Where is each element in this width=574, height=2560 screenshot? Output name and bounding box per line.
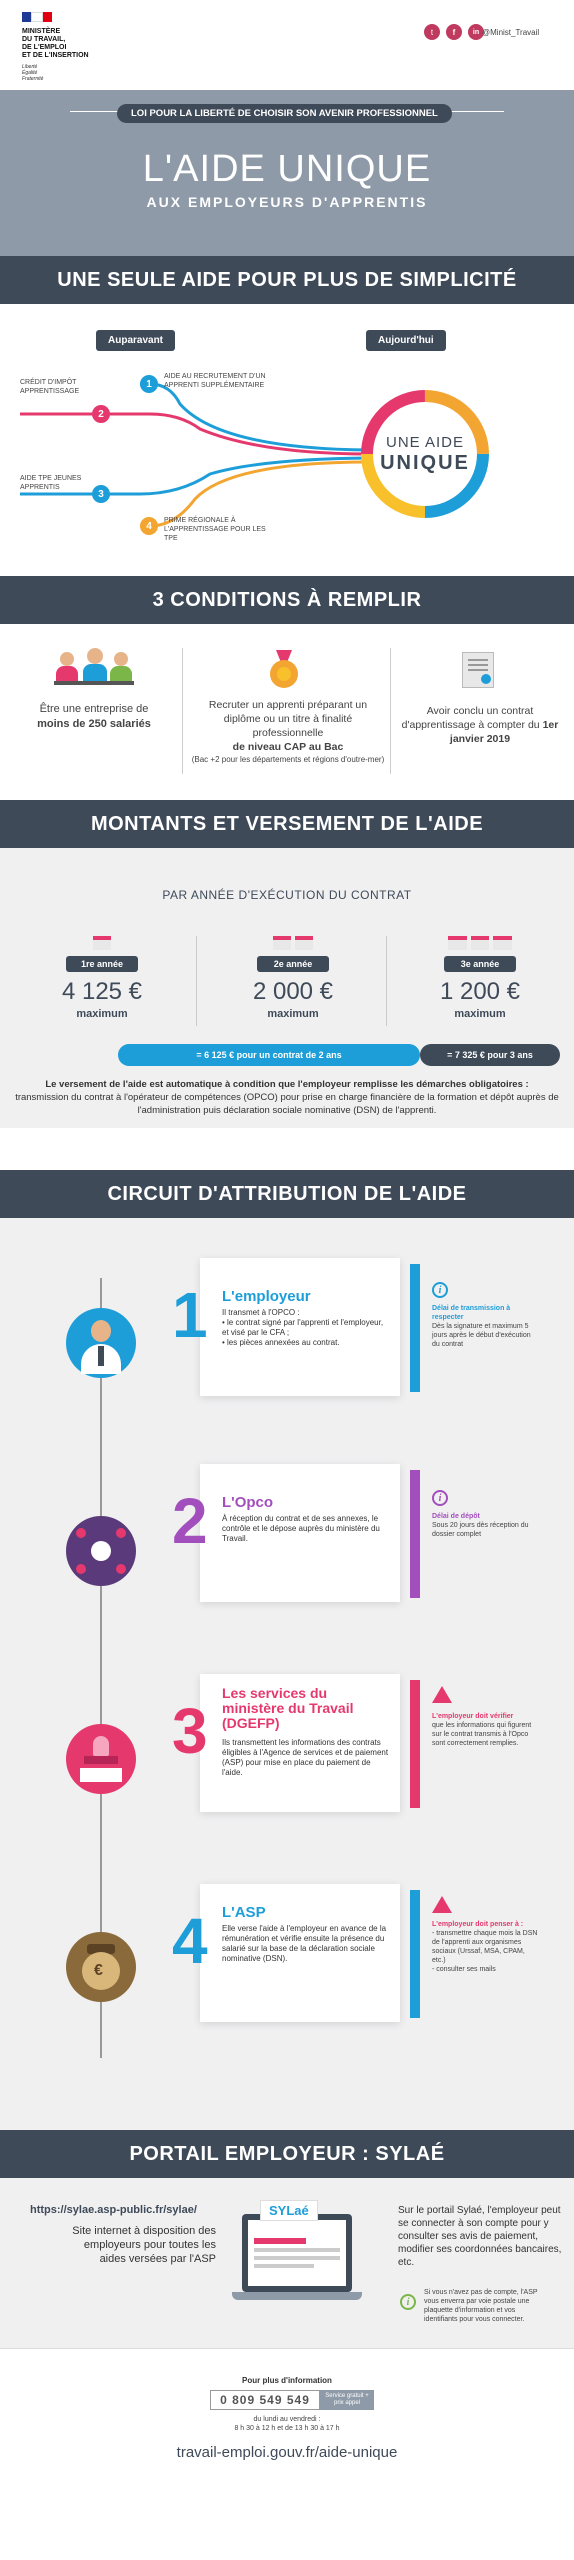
opco-network-icon xyxy=(66,1516,136,1586)
step-4-text: Elle verse l'aide à l'employeur en avance de la rémunération et vérifie ensuite la présence du salarié sur la base de la déclaration sociale nominative (DSN). xyxy=(222,1924,387,1963)
step-4-warning-icon xyxy=(432,1896,452,1913)
step-2-title: L'Opco xyxy=(222,1494,274,1511)
unique-aid-line1: UNE AIDE xyxy=(385,434,465,451)
twitter-icon[interactable]: t xyxy=(424,24,440,40)
laptop-icon xyxy=(232,2214,362,2310)
step-3-warning-icon xyxy=(432,1686,452,1703)
linkedin-icon[interactable]: in xyxy=(468,24,484,40)
ministry-stamp-icon xyxy=(66,1724,136,1794)
aid-label-3: AIDE TPE JEUNES APPRENTIS xyxy=(20,475,82,491)
condition-2: Recruter un apprenti préparant un diplôme ou un titre à finalité professionnelle de niveau CAP au Bac (Bac +2 pour les départements et régions d'outre-mer) xyxy=(191,699,385,764)
condition-3: Avoir conclu un contrat d'apprentissage à compter du 1er janvier 2019 xyxy=(401,705,559,745)
step-2-info-bar xyxy=(410,1470,420,1598)
people-icon xyxy=(54,648,134,688)
page-title: L'AIDE UNIQUE xyxy=(142,148,432,190)
social-icons xyxy=(424,24,484,40)
footer xyxy=(0,2348,574,2560)
portal-right-text: Sur le portail Sylaé, l'employeur peut se connecter à son compte pour y consulter ses avis de paiement, modifier ses coordonnées bancaires, etc. xyxy=(398,2205,562,2268)
total-2-years: = 6 125 € pour un contrat de 2 ans xyxy=(118,1044,420,1066)
conditions-section xyxy=(0,624,574,800)
portal-info-text: Si vous n'avez pas de compte, l'ASP vous enverra par voie postale une plaquette d'information et vos identifiants pour vous connecter. xyxy=(424,2289,538,2323)
before-label: Auparavant xyxy=(96,330,175,351)
sylae-logo: SYLaé xyxy=(260,2200,318,2221)
aid-label-1: AIDE AU RECRUTEMENT D'UN APPRENTI SUPPLÉMENTAIRE xyxy=(164,373,266,389)
step-1-title: L'employeur xyxy=(222,1288,311,1305)
phone-number[interactable]: 0 809 549 549 xyxy=(210,2390,320,2410)
unique-aid-line2: UNIQUE xyxy=(380,452,470,474)
step-1-info-bar xyxy=(410,1264,420,1392)
year-1-max: maximum xyxy=(76,1008,128,1020)
step-4-info: L'employeur doit penser à : - transmettre chaque mois la DSN de l'apprenti aux organismes sociaux (Urssaf, MSA, CPAM, etc.) - consulter ses mails xyxy=(432,1921,538,1973)
phone-tag: Service gratuit + prix appel xyxy=(320,2390,374,2410)
year-1-label: 1re année xyxy=(66,956,138,972)
year-3-icon xyxy=(448,936,512,950)
step-1-info: Délai de transmission à respecter Dès la signature et maximum 5 jours après le début d'exécution du contrat xyxy=(432,1305,531,1348)
year-1-icon xyxy=(93,936,111,950)
step-3-info-bar xyxy=(410,1680,420,1808)
ministry-name: MINISTÈRE DU TRAVAIL, DE L'EMPLOI ET DE L'INSERTION xyxy=(22,28,89,59)
section-heading-circuit: CIRCUIT D'ATTRIBUTION DE L'AIDE xyxy=(0,1170,574,1218)
year-3-amount: 1 200 € xyxy=(439,978,521,1005)
year-3-max: maximum xyxy=(454,1008,506,1020)
amounts-note: Le versement de l'aide est automatique à condition que l'employeur remplisse les démarches obligatoires : transmission du contrat à l'opérateur de compétences (OPCO) pour prise en charge financière de la formation et dépôt auprès de l'administration puis déclaration sociale nominative (DSN) de l'apprenti. xyxy=(15,1079,559,1116)
hours-line-1: du lundi au vendredi : xyxy=(253,2416,321,2423)
republic-motto: Liberté Égalité Fraternité xyxy=(22,64,44,82)
circuit-section xyxy=(0,1218,574,2130)
portal-url[interactable]: https://sylae.asp-public.fr/sylae/ xyxy=(30,2204,197,2216)
employer-avatar-icon xyxy=(66,1308,136,1378)
step-3-title: Les services du ministère du Travail (DGEFP) xyxy=(222,1685,354,1731)
law-banner: LOI POUR LA LIBERTÉ DE CHOISIR SON AVENIR PROFESSIONNEL xyxy=(117,104,452,123)
section-heading-amounts: MONTANTS ET VERSEMENT DE L'AIDE xyxy=(0,800,574,848)
medal-icon xyxy=(268,650,300,690)
step-2-info: Délai de dépôt Sous 20 jours dès réception du dossier complet xyxy=(432,1513,529,1538)
portal-info-icon: i xyxy=(400,2294,416,2310)
step-2-text: À réception du contrat et de ses annexes, le contrôle et le dépose auprès du ministère du Travail. xyxy=(222,1514,380,1543)
simplicity-section xyxy=(0,304,574,576)
step-4-info-bar xyxy=(410,1890,420,2018)
year-2-max: maximum xyxy=(267,1008,319,1020)
step-3-card xyxy=(172,1674,400,1812)
aid-badge-1: 1 xyxy=(140,375,158,393)
section-heading-portal: PORTAIL EMPLOYEUR : SYLAÉ xyxy=(0,2130,574,2178)
today-label: Aujourd'hui xyxy=(366,330,446,351)
aid-label-2: CRÉDIT D'IMPÔT APPRENTISSAGE xyxy=(20,379,80,395)
money-bag-icon: € xyxy=(66,1932,136,2002)
step-4-card xyxy=(172,1884,400,2022)
year-2-label: 2e année xyxy=(257,956,329,972)
step-3-text: Ils transmettent les informations des contrats éligibles à l'Agence de services et de paiement (ASP) pour mise en place du paiement de l'aide. xyxy=(222,1738,389,1777)
hours-line-2: 8 h 30 à 12 h et de 13 h 30 à 17 h xyxy=(234,2425,340,2432)
page-subtitle: AUX EMPLOYEURS D'APPRENTIS xyxy=(146,194,428,210)
aid-badge-3: 3 xyxy=(92,485,110,503)
step-3-number: 3 xyxy=(172,1695,208,1767)
title-block xyxy=(0,90,574,256)
twitter-handle[interactable]: @Minist_Travail xyxy=(482,28,540,37)
step-4-title: L'ASP xyxy=(222,1904,266,1921)
step-1-card xyxy=(172,1258,400,1396)
portal-section xyxy=(0,2178,574,2348)
portal-left-text: Site internet à disposition des employeurs pour toutes les aides versées par l'ASP xyxy=(72,2225,216,2265)
website-link[interactable]: travail-emploi.gouv.fr/aide-unique xyxy=(176,2444,398,2461)
contract-icon xyxy=(462,652,494,688)
marianne-logo-icon xyxy=(22,12,52,26)
step-1-number: 1 xyxy=(172,1279,208,1351)
amounts-section xyxy=(0,848,574,1128)
header xyxy=(0,0,574,90)
aid-label-4: PRIME RÉGIONALE À L'APPRENTISSAGE POUR LES TPE xyxy=(164,517,266,542)
step-1-info-icon: i xyxy=(432,1282,448,1298)
year-1-amount: 4 125 € xyxy=(61,978,143,1005)
aid-badge-2: 2 xyxy=(92,405,110,423)
facebook-icon[interactable]: f xyxy=(446,24,462,40)
year-2-amount: 2 000 € xyxy=(252,978,334,1005)
aid-badge-4: 4 xyxy=(140,517,158,535)
step-3-info: L'employeur doit vérifier que les informations qui figurent sur le contrat transmis à l'Opco sont correctement remplies. xyxy=(432,1713,532,1747)
section-heading-conditions: 3 CONDITIONS À REMPLIR xyxy=(0,576,574,624)
footer-info-label: Pour plus d'information xyxy=(242,2376,332,2385)
year-2-icon xyxy=(273,936,313,950)
condition-1: Être une entreprise de moins de 250 salariés xyxy=(37,703,151,730)
section-heading-simplicity: UNE SEULE AIDE POUR PLUS DE SIMPLICITÉ xyxy=(0,256,574,304)
step-2-number: 2 xyxy=(172,1485,208,1557)
total-3-years: = 7 325 € pour 3 ans xyxy=(420,1044,560,1066)
step-2-card xyxy=(172,1464,400,1602)
step-2-info-icon: i xyxy=(432,1490,448,1506)
step-4-number: 4 xyxy=(172,1905,208,1977)
year-3-label: 3e année xyxy=(444,956,516,972)
step-1-text: Il transmet à l'OPCO : • le contrat signé par l'apprenti et l'employeur, et visé par le CFA ; • les pièces annexées au contrat. xyxy=(222,1308,384,1347)
amounts-subheading: PAR ANNÉE D'EXÉCUTION DU CONTRAT xyxy=(162,888,412,902)
